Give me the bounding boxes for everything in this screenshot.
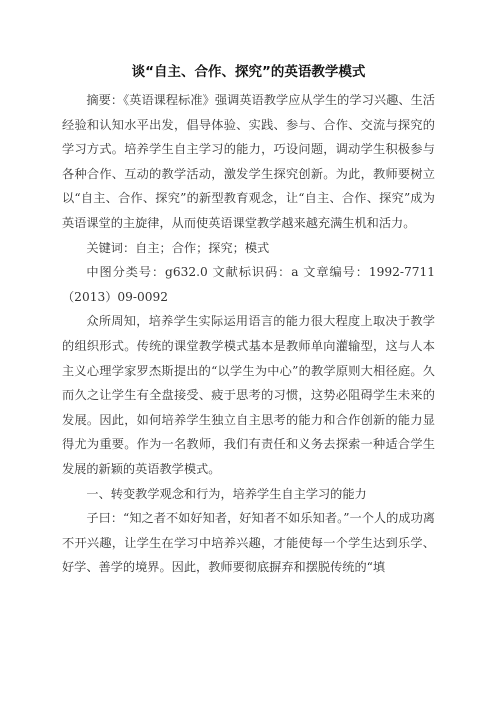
keywords-line: 关键词：自主；合作；探究；模式 — [86, 240, 270, 255]
intro-paragraph: 众所周知，培养学生实际运用语言的能力很大程度上取决于教学的组织形式。传统的课堂教学模式基本是教师单向灌输型，这与人本主义心理学家罗杰斯提出的“以学生为中心”的教学原则大相径庭。久而久之让学生有全盘接受、疲于思考的习惯，这势必阻碍学生未来的发展。因此，如何培养学生独立自主思考的能力和合作创新的能力显得尤为重要。作为一名教师，我们有责任和义务去探索一种适合学生发展的新颖的英语教学模式。 — [62, 314, 435, 476]
document-page — [62, 58, 435, 580]
section-heading: 一、转变教学观念和行为，培养学生自主学习的能力 — [86, 486, 367, 501]
classification-line: 中图分类号：g632.0 文献标识码：a 文章编号：1992-7711（2013）09-0092 — [62, 265, 435, 304]
body-paragraph: 子曰：“知之者不如好知者，好知者不如乐知者。”一个人的成功离不开兴趣，让学生在学习中培养兴趣，才能使每一个学生达到乐学、好学、善学的境界。因此，教师要彻底摒弃和摆脱传统的“填 — [62, 511, 435, 575]
abstract-paragraph: 摘要：《英语课程标准》强调英语教学应从学生的学习兴趣、生活经验和认知水平出发，倡导体验、实践、参与、合作、交流与探究的学习方式。培养学生自主学习的能力，巧设问题，调动学生积极参与各种合作、互动的教学活动，激发学生探究创新。为此，教师要树立以“自主、合作、探究”的新型教育观念，让“自主、合作、探究”成为英语课堂的主旋律，从而使英语课堂教学越来越充满生机和活力。 — [62, 93, 435, 230]
page-title: 谈“自主、合作、探究”的英语教学模式 — [131, 64, 366, 80]
